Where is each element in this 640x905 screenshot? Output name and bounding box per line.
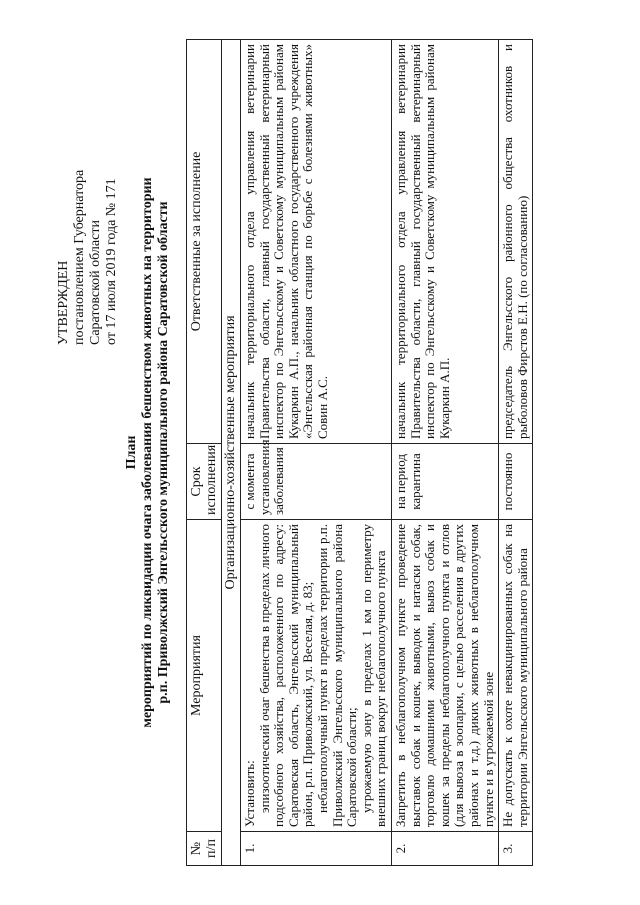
title-line-1: План <box>124 435 139 470</box>
row-number: 2. <box>391 832 498 866</box>
table-row <box>241 40 392 866</box>
measure-paragraph: угрожаемую зону в пределах 1 км по периметру внешних границ вокруг неблагополучного пункта <box>358 524 389 827</box>
row-responsible: председатель Энгельсского районного общества охотников и рыболовов Фирстов Е.Н. (по согласованию) <box>499 40 533 444</box>
row-responsible: начальник территориального отдела управления ветеринарии Правительства области, главный государственный ветеринарный инспектор по Энгельсскому и Советскому муниципальным районам Кукаркин А.П., начальник областного государственного учреждения «Энгельсская районная станция по борьбе с болезнями животных» Совин А.С. <box>241 40 392 444</box>
measure-intro: Установить: <box>242 760 257 827</box>
document-title <box>124 0 172 905</box>
title-line-3: р.п. Приволжский Энгельсского муниципального района Саратовской области <box>156 201 171 704</box>
measure-paragraph: эпизоотический очаг бешенства в пределах личного подсобного хозяйства, расположенного по адресу: Саратовская область, Энгельсский муниципальный район, р.п. Приволжский, ул. Веселая, д. 83; <box>256 524 316 827</box>
table-header-row <box>187 40 222 866</box>
row-number: 1. <box>241 832 392 866</box>
table-row <box>499 40 533 866</box>
header-deadline: Срок исполнения <box>187 444 222 520</box>
row-measure <box>241 520 392 832</box>
approval-line-3: Саратовской области <box>88 220 103 345</box>
table-row <box>391 40 498 866</box>
approval-line-2: постановлением Губернатора <box>72 169 87 345</box>
header-num: № п/п <box>187 832 222 866</box>
section-row <box>222 40 241 866</box>
row-deadline: на период карантина <box>391 444 498 520</box>
measures-table <box>186 39 533 866</box>
header-measures: Мероприятия <box>187 520 222 832</box>
header-responsible: Ответственные за исполнение <box>187 40 222 444</box>
approval-line-4: от 17 июля 2019 года № 171 <box>104 178 119 345</box>
row-number: 3. <box>499 832 533 866</box>
row-deadline: постоянно <box>499 444 533 520</box>
row-measure: Запретить в неблагополучном пункте проведение выставок собак и кошек, выводок и натаски собак, торговлю домашними животными, вывоз собак и кошек за пределы неблагополучного пункта и отлов (для вывоза в зоопарки, с целью расселения в других районах и т.д.) диких животных в неблагополучном пункте и в угрожаемой зоне <box>391 520 498 832</box>
approval-stamp <box>56 45 120 345</box>
row-deadline: с момента установления заболевания <box>241 444 392 520</box>
approval-line-1: УТВЕРЖДЕН <box>56 260 71 345</box>
title-line-2: мероприятий по ликвидации очага заболевания бешенством животных на территории <box>140 177 155 728</box>
row-measure: Не допускать к охоте невакцинированных собак на территории Энгельсского муниципального района <box>499 520 533 832</box>
measure-paragraph: неблагополучный пункт в пределах территории р.п. Приволжский Энгельсского муниципального района Саратовской области; <box>314 524 360 827</box>
section-title: Организационно-хозяйственные мероприятия <box>222 40 241 866</box>
row-responsible: начальник территориального отдела управления ветеринарии Правительства области, главный государственный ветеринарный инспектор по Энгельсскому и Советскому муниципальным районам Кукаркин А.П. <box>391 40 498 444</box>
